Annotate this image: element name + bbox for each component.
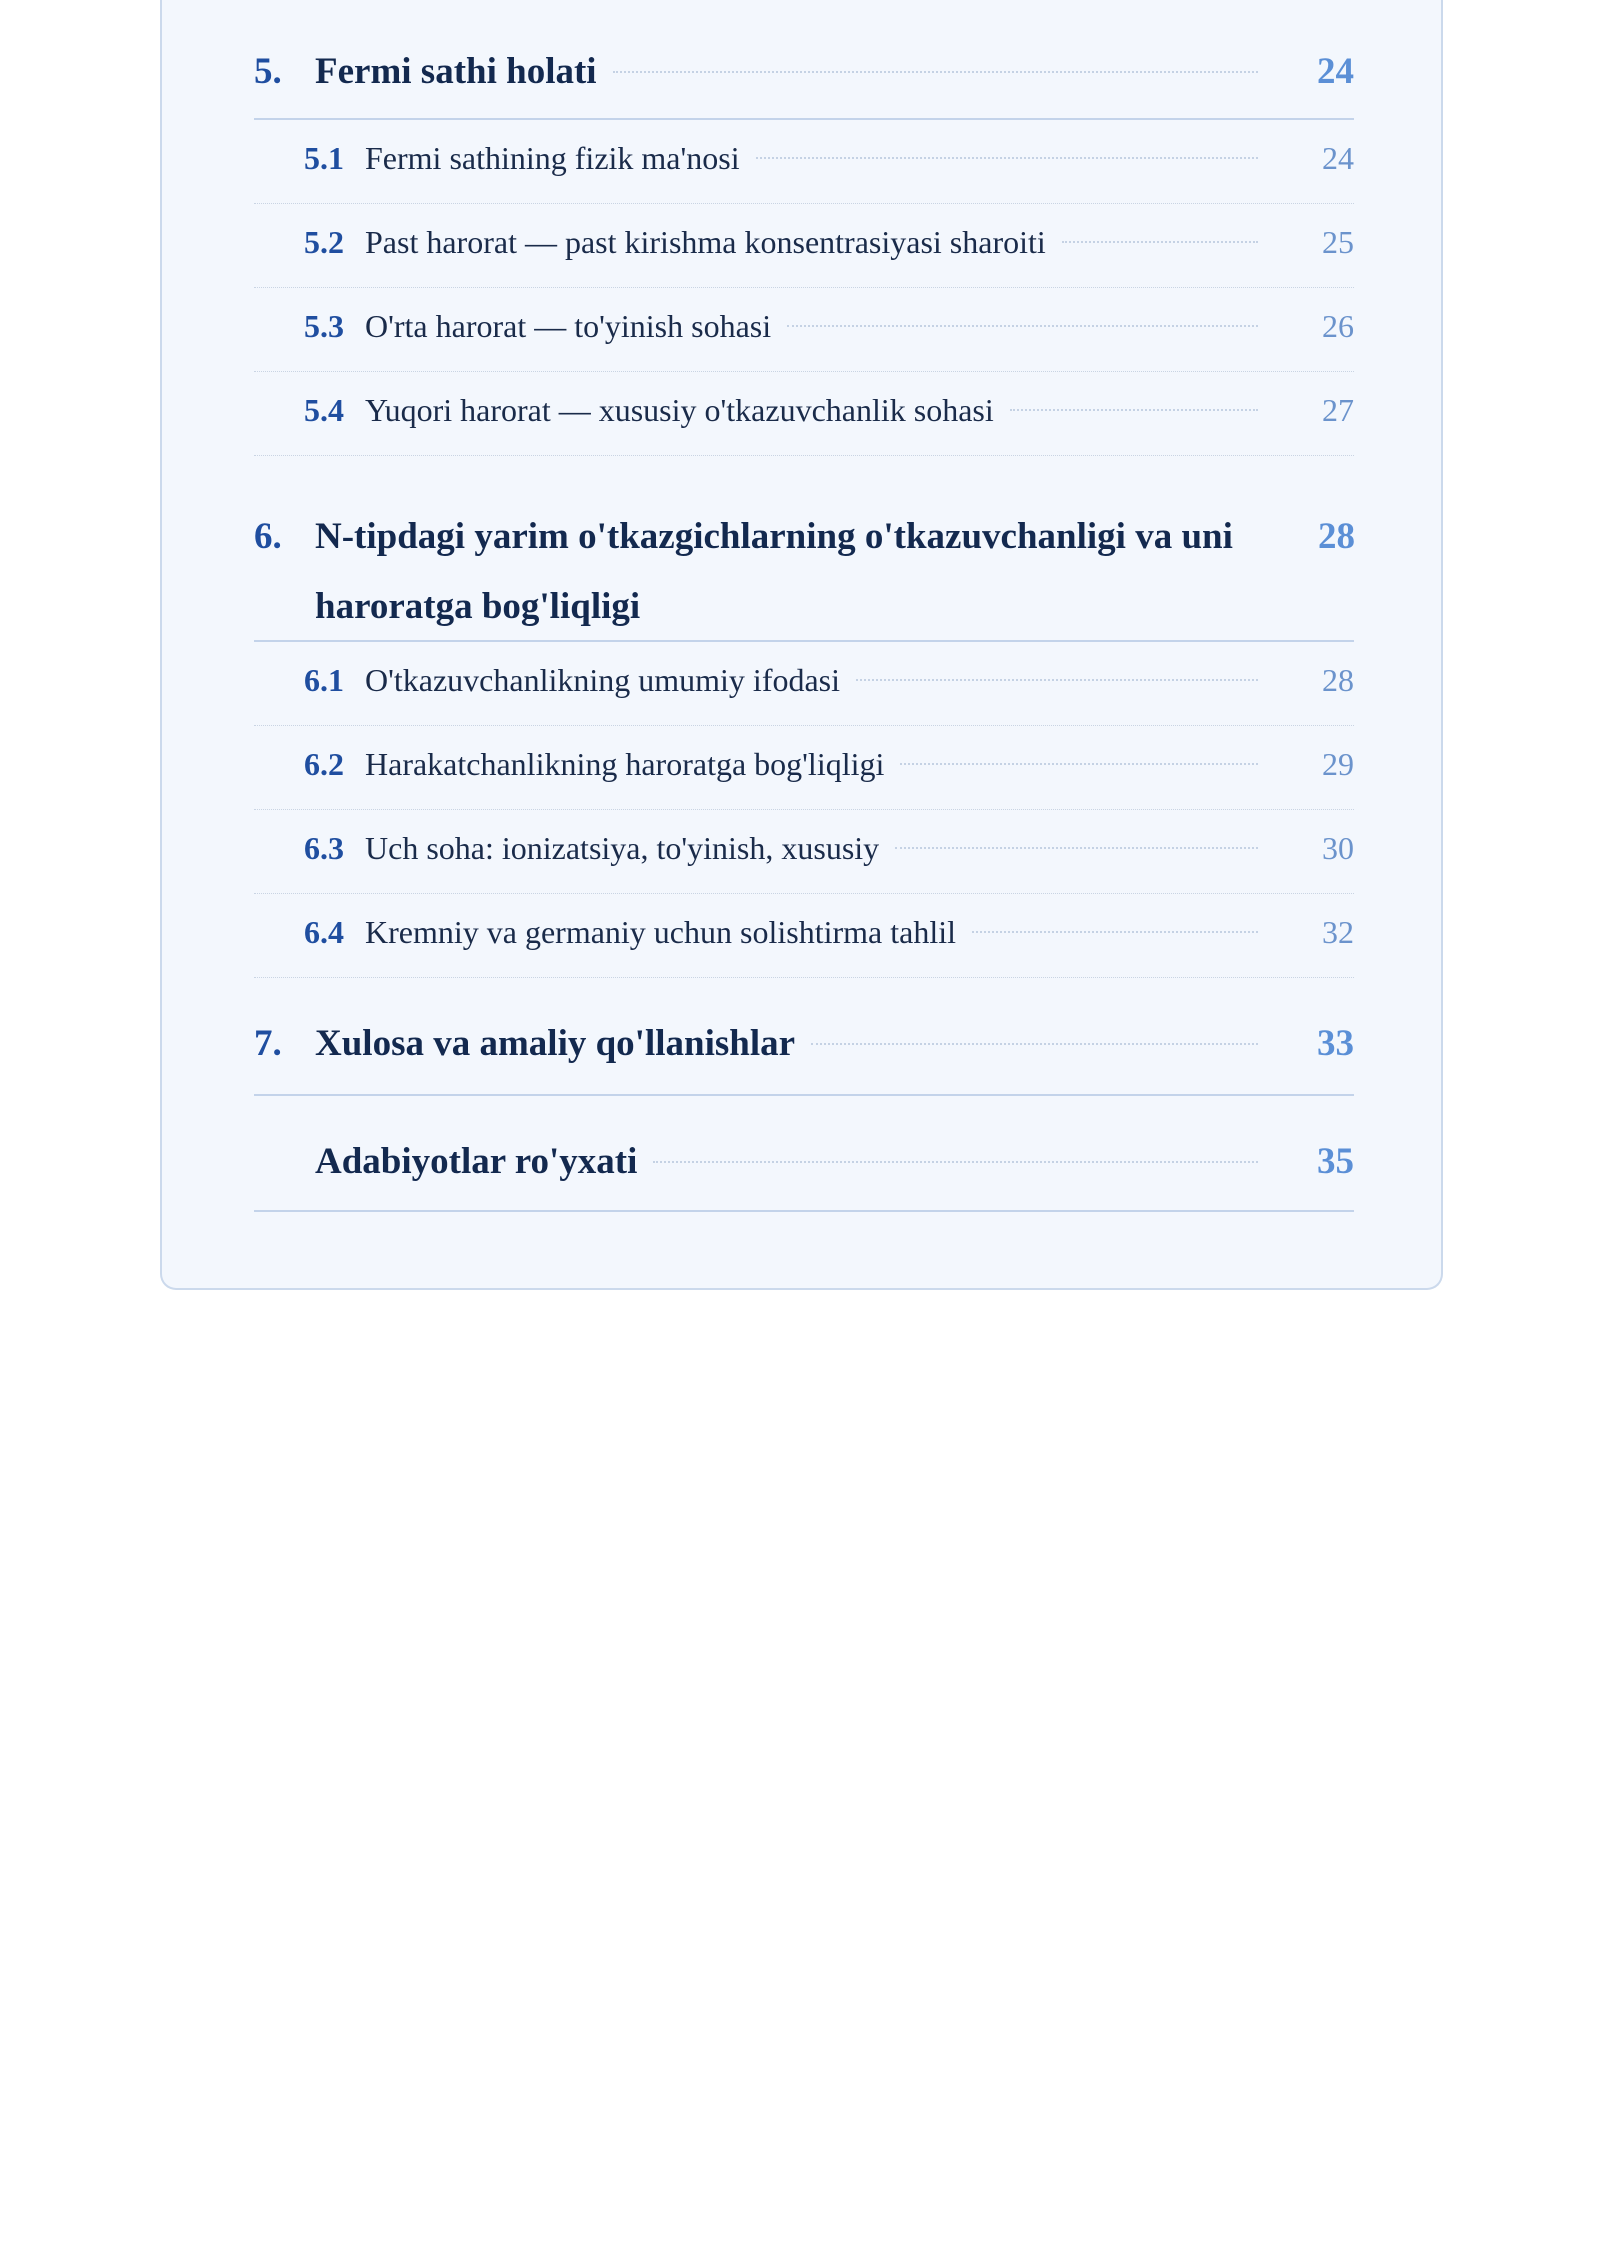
toc-list: [254, 0, 1354, 1212]
subsection-title: O'rta harorat — to'yinish sohasi: [365, 308, 772, 344]
toc-subsection-6-2[interactable]: [254, 726, 1354, 810]
subsection-page: 29: [1322, 746, 1354, 782]
toc-card: [160, 0, 1443, 1290]
subsection-page: 24: [1322, 140, 1354, 176]
subsection-page: 32: [1322, 914, 1354, 950]
section-title: Fermi sathi holati: [315, 51, 597, 92]
subsection-number: 5.2: [304, 224, 344, 260]
subsection-title: O'tkazuvchanlikning umumiy ifodasi: [365, 662, 841, 698]
dot-leader: [900, 763, 1258, 765]
section-page: 35: [1317, 1141, 1354, 1182]
section-page: 33: [1317, 1023, 1354, 1064]
section-page: 24: [1317, 51, 1354, 92]
subsection-title: Fermi sathining fizik ma'nosi: [365, 140, 740, 176]
section-title: N-tipdagi yarim o'tkazgichlarning o'tkazuvchanligi va uni haroratga bog'liqligi: [315, 516, 1233, 627]
dot-leader: [653, 1161, 1258, 1163]
subsection-number: 5.3: [304, 308, 344, 344]
toc-subsection-6-4[interactable]: [254, 894, 1354, 978]
subsection-page: 26: [1322, 308, 1354, 344]
subsection-page: 28: [1322, 662, 1354, 698]
toc-subsection-5-3[interactable]: [254, 288, 1354, 372]
subsection-title: Harakatchanlikning haroratga bog'liqligi: [365, 746, 885, 782]
toc-subsection-6-1[interactable]: [254, 642, 1354, 726]
dot-leader: [972, 931, 1258, 933]
section-title: Xulosa va amaliy qo'llanishlar: [315, 1023, 796, 1064]
toc-section-6[interactable]: [254, 456, 1354, 642]
subsection-number: 6.3: [304, 830, 344, 866]
section-page: 28: [1318, 516, 1355, 557]
subsection-number: 6.1: [304, 662, 344, 698]
toc-section-7[interactable]: [254, 978, 1354, 1096]
subsection-number: 6.2: [304, 746, 344, 782]
toc-subsection-5-2[interactable]: [254, 204, 1354, 288]
toc-subsection-6-3[interactable]: [254, 810, 1354, 894]
subsection-title: Yuqori harorat — xususiy o'tkazuvchanlik sohasi: [365, 392, 994, 428]
section-number: 6.: [254, 516, 282, 557]
toc-subsection-5-1[interactable]: [254, 120, 1354, 204]
subsection-number: 6.4: [304, 914, 344, 950]
subsection-page: 30: [1322, 830, 1354, 866]
dot-leader: [856, 679, 1258, 681]
section-number: 5.: [254, 51, 282, 92]
subsection-title: Uch soha: ionizatsiya, to'yinish, xususiy: [365, 830, 880, 866]
dot-leader: [756, 157, 1258, 159]
dot-leader: [787, 325, 1258, 327]
section-number: 7.: [254, 1023, 282, 1064]
toc-bibliography[interactable]: [254, 1096, 1354, 1212]
subsection-title: Past harorat — past kirishma konsentrasiyasi sharoiti: [365, 224, 1046, 260]
dot-leader: [811, 1043, 1258, 1045]
dot-leader: [1010, 409, 1258, 411]
toc-subsection-5-4[interactable]: [254, 372, 1354, 456]
subsection-page: 27: [1322, 392, 1354, 428]
toc-section-5[interactable]: [254, 0, 1354, 120]
subsection-page: 25: [1322, 224, 1354, 260]
dot-leader: [1062, 241, 1258, 243]
dot-leader: [895, 847, 1258, 849]
dot-leader: [613, 71, 1258, 73]
subsection-number: 5.1: [304, 140, 344, 176]
subsection-number: 5.4: [304, 392, 344, 428]
subsection-title: Kremniy va germaniy uchun solishtirma tahlil: [365, 914, 956, 950]
section-title: Adabiyotlar ro'yxati: [315, 1141, 638, 1182]
